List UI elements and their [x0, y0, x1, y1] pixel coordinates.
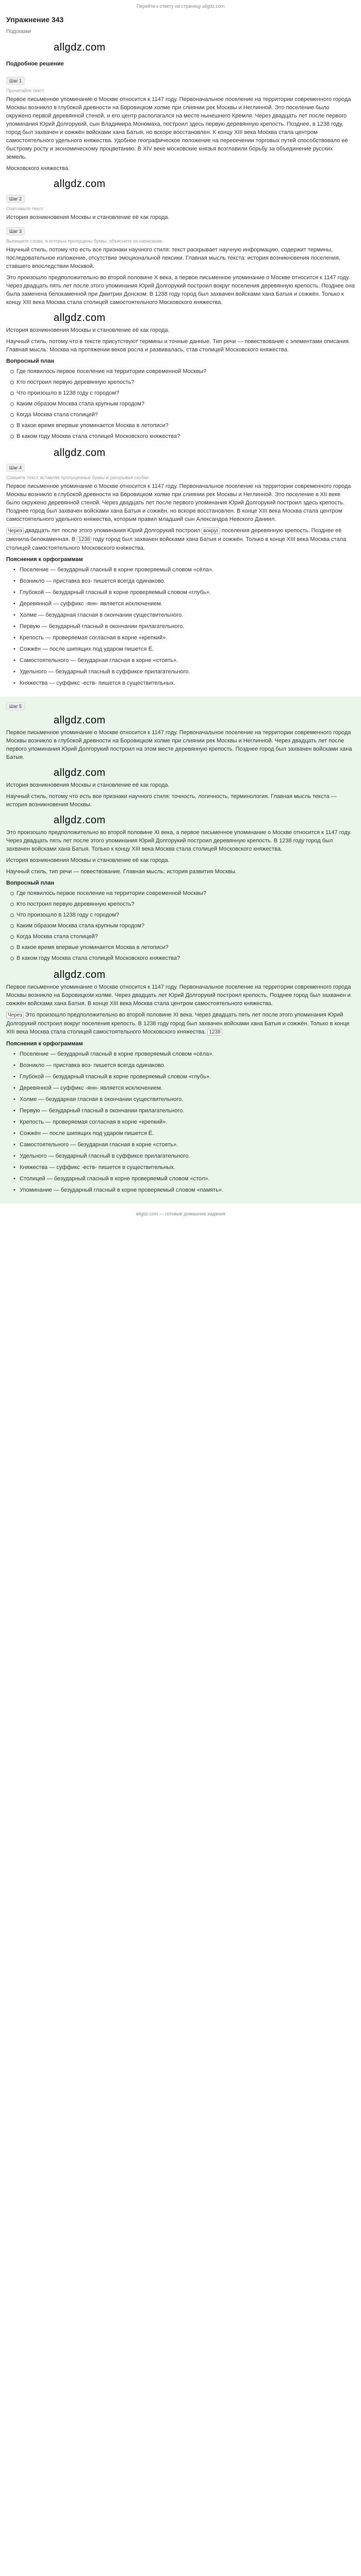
highlight-word: Через [6, 528, 24, 534]
alt-paragraph-3: Научный стиль, потому что есть все признаки научного стиля: точность, логичность, терминология. Главная мысль текста — история возникновения Москвы. [6, 793, 337, 808]
watermark-1: allgdz.com [54, 42, 106, 53]
step-chip-5: Шаг 5 [6, 702, 25, 710]
question-item: В каком году Москва стала столицей Московского княжества? [10, 432, 355, 440]
word-item: • Сожжён — после шипящих под ударом пишется Ё. [13, 1129, 355, 1138]
caption-1: Московского княжества. [6, 165, 70, 172]
word-item: • Крепость — проверяемая согласная в корне «крепкий». [13, 1118, 355, 1126]
alt-paragraph-8: Через Это произошло предположительно во второй половине XI века. Через двадцать пять лет после этого упоминания Юрий Долгорукий построил вокруг поселения крепость. В 1238 году город был захвачен войсками хана Батыя и сожжён. Только в конце XIII века Москва стала столицей самостоятельного Московского княжества. 1238 [6, 1012, 350, 1035]
word-item: • Удельного — безударный гласный в суффиксе прилагательного. [13, 668, 355, 676]
question-item: Каким образом Москва стала крупным городом? [10, 400, 355, 408]
alt-paragraph-5: История возникновения Москвы и становление её как города. [6, 857, 170, 863]
word-item: • Поселение — безударный гласный в корне проверяемый словом «сёла». [13, 1050, 355, 1058]
alt-words-label: Пояснения к орфограммам [6, 1041, 83, 1047]
word-item: • Возникло — приставка воз- пишется всегда одинаково. [13, 1061, 355, 1070]
watermark-3: allgdz.com [54, 312, 106, 324]
step-chip-2: Шаг 2 [6, 195, 25, 203]
alt-paragraph-6: Научный стиль, тип речи — повествование. Главная мысль: история развития Москвы. [6, 869, 237, 875]
watermark-5: allgdz.com [54, 715, 106, 726]
watermark-6: allgdz.com [54, 767, 106, 778]
step-chip-4: Шаг 4 [6, 464, 25, 472]
word-item: • Холме — безударная гласная в окончании существительного. [13, 611, 355, 619]
word-item: • Княжества — суффикс -еств- пишется в существительных. [13, 1163, 355, 1172]
question-item: Что произошло в 1238 году с городом? [10, 911, 355, 919]
word-item: • Самостоятельного — безударная гласная в корне «стоять». [13, 1141, 355, 1149]
word-item: • Деревянной — суффикс -янн- является исключением. [13, 600, 355, 608]
highlight-word: 1238 [77, 536, 91, 543]
question-item: Кто построил первую деревянную крепость? [10, 900, 355, 908]
alt-paragraph-4: Это произошло предположительно во второй половине XI века, а первое письменное упоминание о Москве относится к 1147 году. Через двадцать пять лет после этого упоминания Юрий Долгорукий построил деревянную крепость. В 1238 году город был захвачен войсками хана Батыя. Только к концу XIII века Москва стала столицей Московского княжества. [6, 829, 352, 852]
word-item: • Удельного — безударный гласный в суффиксе прилагательного. [13, 1152, 355, 1160]
solution-block-2 [0, 697, 361, 1204]
word-item: • Самостоятельного — безударная гласная в корне «стоять». [13, 656, 355, 665]
step-task-2: Озаглавьте текст. [6, 206, 44, 211]
page-title: Упражнение 343 [6, 15, 64, 24]
question-item: Где появилось первое поселение на территории современной Москвы? [10, 889, 355, 897]
paragraph-2: История возникновения Москвы и становление её как города. [6, 214, 170, 221]
questions-label: Вопросный план [6, 358, 54, 364]
paragraph-5: История возникновения Москвы и становление её как города. [6, 327, 170, 333]
watermark-4: allgdz.com [54, 447, 106, 459]
word-item: • Столицей — безударный гласный в корне проверяемый словом «стол». [13, 1175, 355, 1183]
alt-paragraph-7: Первое письменное упоминание о Москве относится к 1147 году. Первоначальное поселение на территории современного города Москвы возникло на Боровицком холме. Через двадцать лет Юрий Долгорукий построил крепость. Позднее город был захвачен и сожжён войсками хана Батыя. В конце XIII века Москва стала центром самостоятельного княжества. [6, 984, 351, 1007]
hints-label: Подсказки [6, 29, 31, 35]
word-item: • Княжества — суффикс -еств- пишется в существительных. [13, 679, 355, 687]
word-item: • Первую — безударный гласный в окончании прилагательного. [13, 622, 355, 631]
solution-heading: Подробное решение [6, 61, 64, 67]
paragraph-8: Через двадцать лет после этого упоминания Юрий Долгорукий построил вокруг поселения деревянную крепость. Позднее её сменила белокаменная. В 1238 году город был захвачен войсками хана Батыя и сожжён. Только в конце XIII века Москва стала столицей самостоятельного Московского княжества. [6, 528, 347, 551]
paragraph-1: Первое письменное упоминание о Москве относится к 1147 году. Первоначальное поселение на территории современного города Москвы возникло в глубокой древности на Боровицком холме при слиянии рек Москвы и Неглинной. Это поселение было окружено первой деревянной стеной, и его центр располагался на месте нынешнего Кремля. Через двадцать лет после первого упоминания Юрий Долгорукий, сын Владимира Мономаха, построил здесь первую деревянную крепость. Позднее, в 1238 году, город был захвачен и сожжён войсками хана Батыя, но вскоре восстановлен. К концу XIII века Москва стала центром самостоятельного удельного княжества. Удобное географическое положение на пересечении торговых путей способствовало её быстрому росту и экономическому процветанию. В XIV веке московские князья возглавили борьбу за объединение русских земель. [6, 96, 351, 160]
alt-paragraph-2: История возникновения Москвы и становление её как города. [6, 782, 170, 788]
solution-block-1 [6, 71, 355, 697]
top-link[interactable]: Перейти к ответу на страницу allgdz.com [136, 4, 225, 9]
question-item: Каким образом Москва стала крупным городом? [10, 922, 355, 930]
paragraph-4: Это произошло предположительно во второй половине X века, а первое письменное упоминание о Москве относится к 1147 году. Через двадцать пять лет после этого упоминания Юрий Долгорукий построил вокруг поселения деревянную крепость. Позднее она была заменена белокаменной при Дмитрии Донском. В 1238 году город был захвачен войсками хана Батыя и сожжён. Только к концу XIII века Москва стала столицей самостоятельного Московского княжества. [6, 275, 355, 306]
watermark-8: allgdz.com [54, 969, 106, 980]
questions-list [10, 367, 355, 440]
word-item: • Деревянной — суффикс -янн- является исключением. [13, 1084, 355, 1092]
footer-link[interactable]: allgdz.com — готовые домашние задания [136, 1211, 225, 1216]
step-chip-3: Шаг 3 [6, 227, 25, 235]
word-item: • Поселение — безударный гласный в корне проверяемый словом «сёла». [13, 566, 355, 574]
word-item: • Глубокой — безударный гласный в корне проверяемый словом «глубь». [13, 588, 355, 597]
question-item: Где появилось первое поселение на территории современной Москвы? [10, 367, 355, 376]
question-item: В какое время впервые упоминается Москва в летописи? [10, 943, 355, 952]
question-item: Кто построил первую деревянную крепость? [10, 378, 355, 386]
paragraph-6: Научный стиль, потому что в тексте присутствуют термины и точные данные. Тип речи — повествование с элементами описания. Главная мысль: Москва на протяжении веков росла и развивалась, став столицей Московского княжества. [6, 338, 350, 353]
highlight-word: Через [6, 1012, 24, 1019]
words-label: Пояснения к орфограммам [6, 556, 83, 563]
highlight-word: вокруг [202, 528, 220, 534]
step-chip-1: Шаг 1 [6, 77, 25, 85]
word-item: • Упоминание — безударный гласный в корне проверяемый словом «память». [13, 1186, 355, 1194]
watermark-2: allgdz.com [54, 178, 106, 190]
watermark-7: allgdz.com [54, 815, 106, 826]
paragraph-3: Научный стиль, потому что есть все признаки научного стиля: текст раскрывает научную информацию, содержит термины, последовательное изложение, отсутствие эмоциональной лексики. Главная мысль текста: история возникновения поселения, ставшего впоследствии Москвой. [6, 247, 340, 269]
alt-words-list [13, 1050, 355, 1194]
word-item: • Сожжён — после шипящих под ударом пишется Ё. [13, 645, 355, 653]
highlight-word: 1238 [207, 1029, 222, 1036]
question-item: В каком году Москва стала столицей Московского княжества? [10, 954, 355, 962]
alt-questions-label: Вопросный план [6, 880, 54, 886]
question-item: В какое время впервые упоминается Москва в летописи? [10, 421, 355, 430]
word-item: • Крепость — проверяемая согласная в корне «крепкий». [13, 634, 355, 642]
alt-questions-list [10, 889, 355, 962]
alt-paragraph-1: Первое письменное упоминание о Москве относится к 1147 году. Первоначальное поселение на территории современного города Москвы возникло в глубокой древности на Боровицком холме при слиянии рек Москвы и Неглинной. Через двадцать лет после первого упоминания Юрий Долгорукий построил на этом месте деревянную крепость. Позднее город был захвачен войсками хана Батыя. [6, 730, 352, 760]
word-item: • Возникло — приставка воз- пишется всегда одинаково. [13, 577, 355, 585]
question-item: Что произошло в 1238 году с городом? [10, 389, 355, 397]
question-item: Когда Москва стала столицей? [10, 933, 355, 941]
step-task-1: Прочитайте текст. [6, 88, 45, 93]
word-item: • Глубокой — безударный гласный в корне проверяемый словом «глубь». [13, 1073, 355, 1081]
step-task-3: Выпишите слова, в которых пропущены буквы, объясните их написание. [6, 239, 163, 244]
question-item: Когда Москва стала столицей? [10, 411, 355, 419]
word-item: • Холме — безударная гласная в окончании существительного. [13, 1095, 355, 1104]
word-item: • Первую — безударный гласный в окончании прилагательного. [13, 1107, 355, 1115]
step-task-4: Спишите текст, вставляя пропущенные буквы и раскрывая скобки. [6, 475, 150, 480]
words-list [13, 566, 355, 687]
paragraph-7: Первое письменное упоминание о Москве относится к 1147 году. Первоначальное поселение на территории современного города Москвы возникло в глубокой древности на Боровицком холме при слиянии рек Москвы и Неглинной. Это поселение в XII веке было окружено деревянной стеной. Через двадцать лет после первого упоминания Юрий Долгорукий построил здесь крепость. Позднее город был захвачен войсками хана Батыя и сожжён, но вскоре восстановлен. В конце XIII века Москва стала центром самостоятельного удельного княжества, которым правил младший сын Александра Невского Даниил. [6, 483, 351, 522]
